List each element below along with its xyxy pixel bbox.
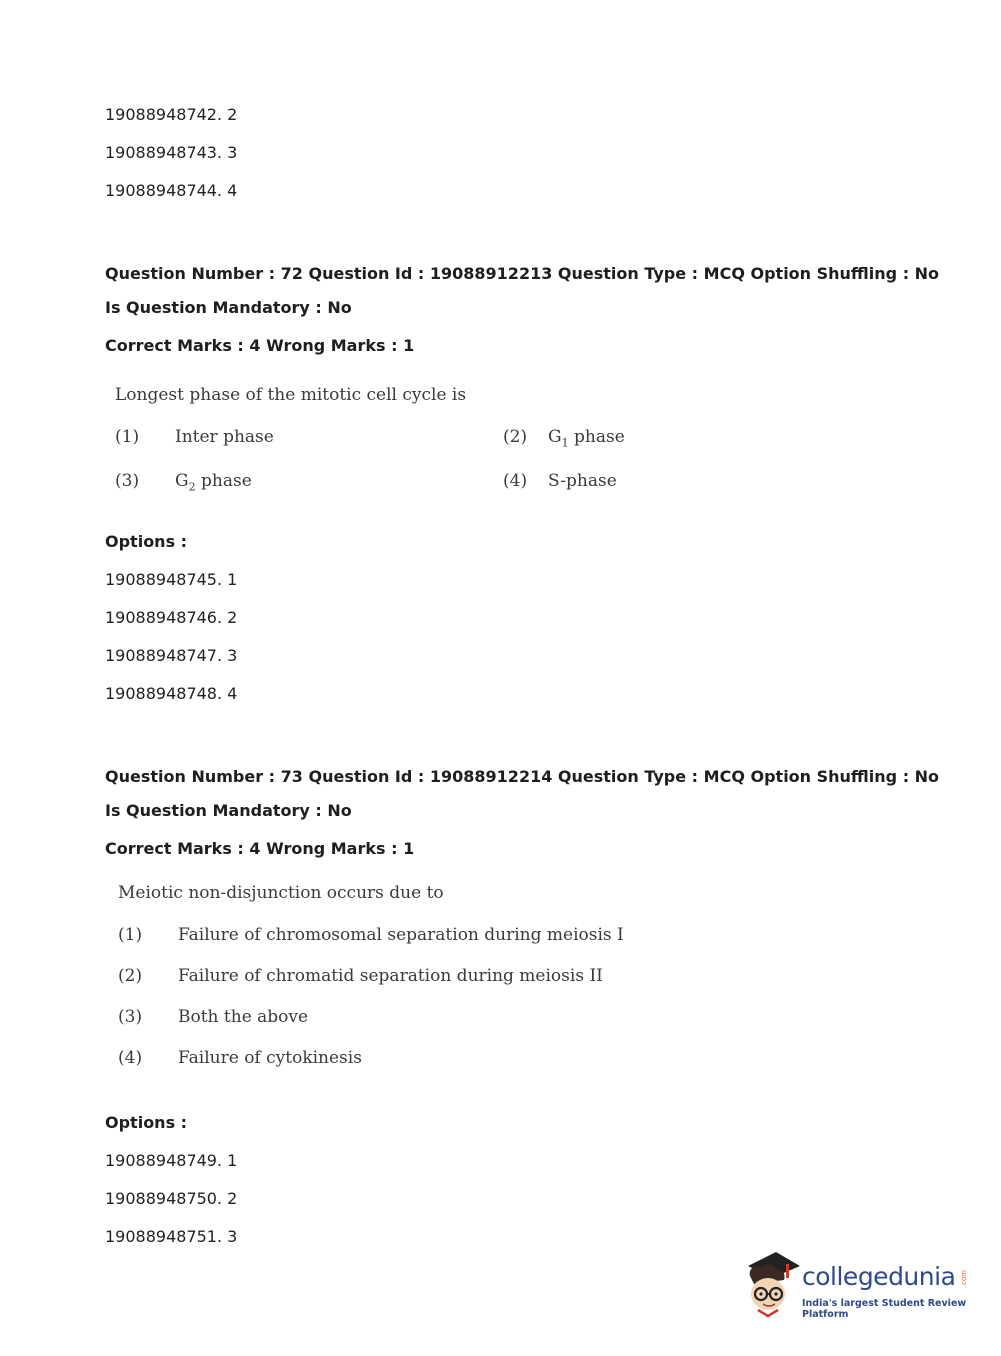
logo-wordmark: collegedunia [802, 1262, 956, 1291]
choice-number: (3) [115, 471, 140, 491]
choice-number: (1) [115, 427, 140, 447]
question-mandatory: Is Question Mandatory : No [105, 298, 352, 317]
choice-text: S-phase [548, 471, 617, 491]
question-header: Question Number : 72 Question Id : 19088912213 Question Type : MCQ Option Shuffling : No [105, 264, 940, 283]
option-line: 19088948742. 2 [105, 105, 238, 124]
question-mandatory: Is Question Mandatory : No [105, 801, 352, 820]
choice-number: (3) [118, 1007, 143, 1027]
options-label: Options : [105, 1113, 188, 1132]
logo-dotcom: .com [960, 1270, 968, 1288]
logo-tagline: India's largest Student Review Platform [802, 1298, 967, 1320]
choice-number: (4) [503, 471, 528, 491]
choice-text: Failure of cytokinesis [178, 1048, 362, 1068]
option-line: 19088948745. 1 [105, 570, 238, 589]
option-line: 19088948746. 2 [105, 608, 238, 627]
choice-text: Inter phase [175, 427, 274, 447]
choice-text: $G_2$ phase [175, 471, 252, 494]
option-line: 19088948748. 4 [105, 684, 238, 703]
choice-text: $G_1$ phase [548, 427, 625, 450]
option-line: 19088948750. 2 [105, 1189, 238, 1208]
option-line: 19088948744. 4 [105, 181, 238, 200]
question-marks: Correct Marks : 4 Wrong Marks : 1 [105, 839, 415, 858]
mascot-icon [742, 1248, 802, 1320]
option-line: 19088948751. 3 [105, 1227, 238, 1246]
option-line: 19088948743. 3 [105, 143, 238, 162]
option-line: 19088948747. 3 [105, 646, 238, 665]
choice-number: (4) [118, 1048, 143, 1068]
choice-text: Failure of chromatid separation during meiosis II [178, 966, 603, 986]
question-marks: Correct Marks : 4 Wrong Marks : 1 [105, 336, 415, 355]
question-text: Longest phase of the mitotic cell cycle is [115, 385, 467, 405]
choice-number: (1) [118, 925, 143, 945]
choice-number: (2) [503, 427, 528, 447]
choice-text: Failure of chromosomal separation during meiosis I [178, 925, 624, 945]
option-line: 19088948749. 1 [105, 1151, 238, 1170]
question-text: Meiotic non-disjunction occurs due to [118, 883, 444, 903]
options-label: Options : [105, 532, 188, 551]
collegedunia-logo [742, 1248, 972, 1320]
choice-text: Both the above [178, 1007, 309, 1027]
question-header: Question Number : 73 Question Id : 19088912214 Question Type : MCQ Option Shuffling : No [105, 767, 940, 786]
choice-number: (2) [118, 966, 143, 986]
